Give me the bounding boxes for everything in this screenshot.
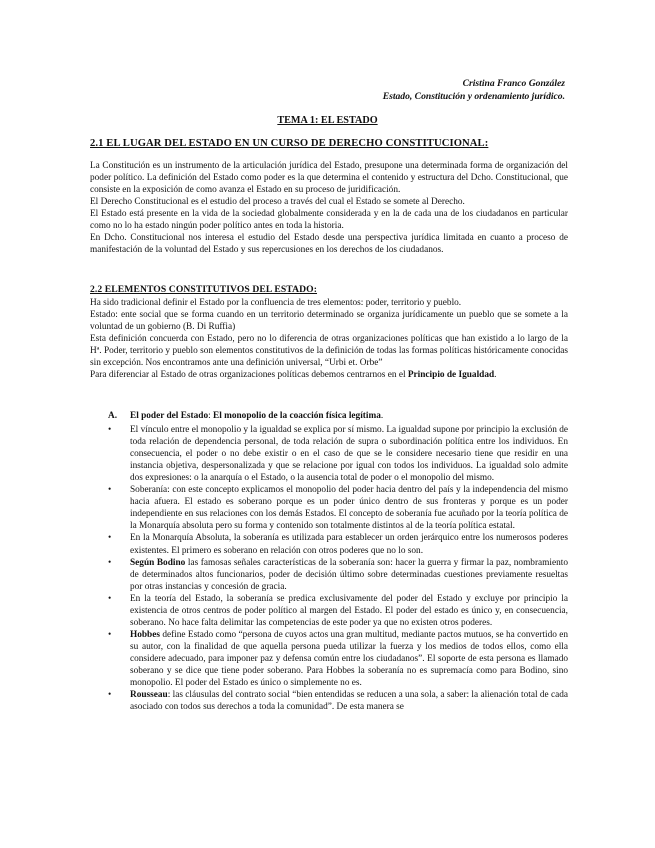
subsection-a [106,410,568,713]
bullet-bold: Rousseau [130,690,168,701]
bullet-text: : las cláusulas del contrato social “bien entendidas se reducen a una sola, a saber: la alienación total de cada asociado con todos sus derechos a toda la comunidad”. De esta manera se [130,690,568,713]
bullet-bold: Según Bodino [130,557,186,568]
section-heading-2-1: 2.1 EL LUGAR DEL ESTADO EN UN CURSO DE DERECHO CONSTITUCIONAL: [90,138,489,149]
course-title: Estado, Constitución y ordenamiento jurídico. [382,91,565,102]
bullet-icon: • [108,533,112,544]
section-2-body [90,297,568,381]
subsection-title-end: . [380,411,384,421]
list-item [106,424,568,484]
subsection-title-rest: El monopolio de la coacción física legítima [213,411,381,421]
bullet-icon: • [108,425,112,436]
bullet-icon: • [108,593,112,604]
lead-text: Para diferenciar al Estado de otras organizaciones políticas debemos centrarnos en el [90,370,408,381]
list-item [106,593,568,629]
list-item [106,629,568,689]
bullet-icon: • [108,629,112,640]
bullet-text: En la Monarquía Absoluta, la soberanía es utilizada para establecer un orden jerárquico entre los numerosos poderes existentes. El primero es soberano en relación con otros poderes que no lo son. [130,533,568,556]
paragraph: En Dcho. Constitucional nos interesa el estudio del Estado desde una perspectiva jurídica limitada en cuanto a proceso de manifestación de la voluntad del Estado y sus repercusiones en los derechos de los ciudadanos. [90,233,568,256]
page-title: TEMA 1: EL ESTADO [277,115,378,126]
list-marker: A. [108,411,118,421]
subsection-a-title [106,410,568,422]
paragraph [90,369,568,381]
paragraph: El Derecho Constitucional es el estudio del proceso a través del cual el Estado se somete al Derecho. [90,197,465,208]
paragraph: Ha sido tradicional definir el Estado por la confluencia de tres elementos: poder, territorio y pueblo. [90,298,462,308]
paragraph: Estado: ente social que se forma cuando en un territorio determinado se organiza jurídicamente un pueblo que se somete a la voluntad de un gobierno (B. Di Ruffia) [90,310,568,333]
bullet-text: las famosas señales características de la soberanía son: hacer la guerra y firmar la paz, nombramiento de determinados altos funcionarios, poder de decisión último sobre determinadas cuestiones previamente resueltas por otras instancias y concesión de gracia. [130,557,568,592]
list-item [106,557,568,593]
subsection-title-bold: El poder del Estado [130,411,209,421]
list-item [106,484,568,532]
bullet-text: El vínculo entre el monopolio y la igualdad se explica por sí mismo. La igualdad supone por principio la exclusión de toda relación de dependencia personal, de toda relación de supra o subordinación política entre los individuos. En consecuencia, el poder o no debe existir o en el caso de que se le considere necesario tiene que residir en una instancia objetiva, despersonalizada y que se relacione por igual con todos los individuos. La igualdad solo admite dos expresiones: o la anarquía o el Estado, o la ausencia total de poder o el monopolio del mismo. [130,425,568,484]
section-1-body [90,160,568,256]
bullet-text: En la teoría del Estado, la soberanía se predica exclusivamente del poder del Estado y excluye por principio la existencia de otros centros de poder político al margen del Estado. El poder del estado es único y, en consecuencia, soberano. No hace falta delimitar las competencias de este poder ya que no existen otros poderes. [130,593,568,628]
paragraph: El Estado está presente en la vida de la sociedad globalmente considerada y en la de cada una de los ciudadanos en particular como no lo ha estado ningún poder político antes en toda la historia. [90,209,568,232]
bullet-icon: • [108,485,112,496]
bullet-bold: Hobbes [130,629,160,640]
section-heading-2-2: 2.2 ELEMENTOS CONSTITUTIVOS DEL ESTADO: [90,284,318,295]
list-item [106,532,568,556]
bullet-icon: • [108,690,112,701]
lead-end: . [494,370,497,381]
bullet-text: Soberanía: con este concepto explicamos el monopolio del poder hacia dentro del país y la independencia del mismo hacia afuera. El estado es soberano porque es un poder único dentro de sus fronteras y porque es un poder independiente en sus relaciones con los demás Estados. El concepto de soberanía fue acuñado por la teoría política de la Monarquía absoluta pero su forma y contenido son totalmente distintos al de la teoría política estatal. [130,485,568,532]
paragraph: La Constitución es un instrumento de la articulación jurídica del Estado, presupone una determinada forma de organización del poder político. La definición del Estado como poder es la que determina el contenido y estructura del Dcho. Constitucional, que consiste en la exposición de como avanza el Estado en su proceso de juridificación. [90,161,568,196]
paragraph: Esta definición concuerda con Estado, pero no lo diferencia de otras organizaciones políticas que han existido a lo largo de la Hª. Poder, territorio y pueblo son elementos constitutivos de la definición de todas las formas políticas históricamente conocidas sin excepción. Nos encontramos ante una definición universal, “Urbi et. Orbe” [90,334,568,369]
principle-term: Principio de Igualdad [407,370,495,381]
author-name: Cristina Franco González [462,78,565,89]
subsection-title-sep: : [208,411,214,421]
bullet-icon: • [108,557,112,568]
bullet-text: define Estado como “persona de cuyos actos una gran multitud, mediante pactos mutuos, se ha convertido en su autor, con la finalidad de que aquella persona pueda utilizar la fuerza y los medios de todos ellos, como ella considere adecuado, para imponer paz y defensa común entre los ciudadanos”. El soporte de esta persona es llamado soberano y se dice que tiene poder soberano. Para Hobbes la soberanía no es supremacía como para Bodino, sino monopolio. El poder del Estado es único o simplemente no es. [130,629,568,689]
list-item [106,689,568,713]
